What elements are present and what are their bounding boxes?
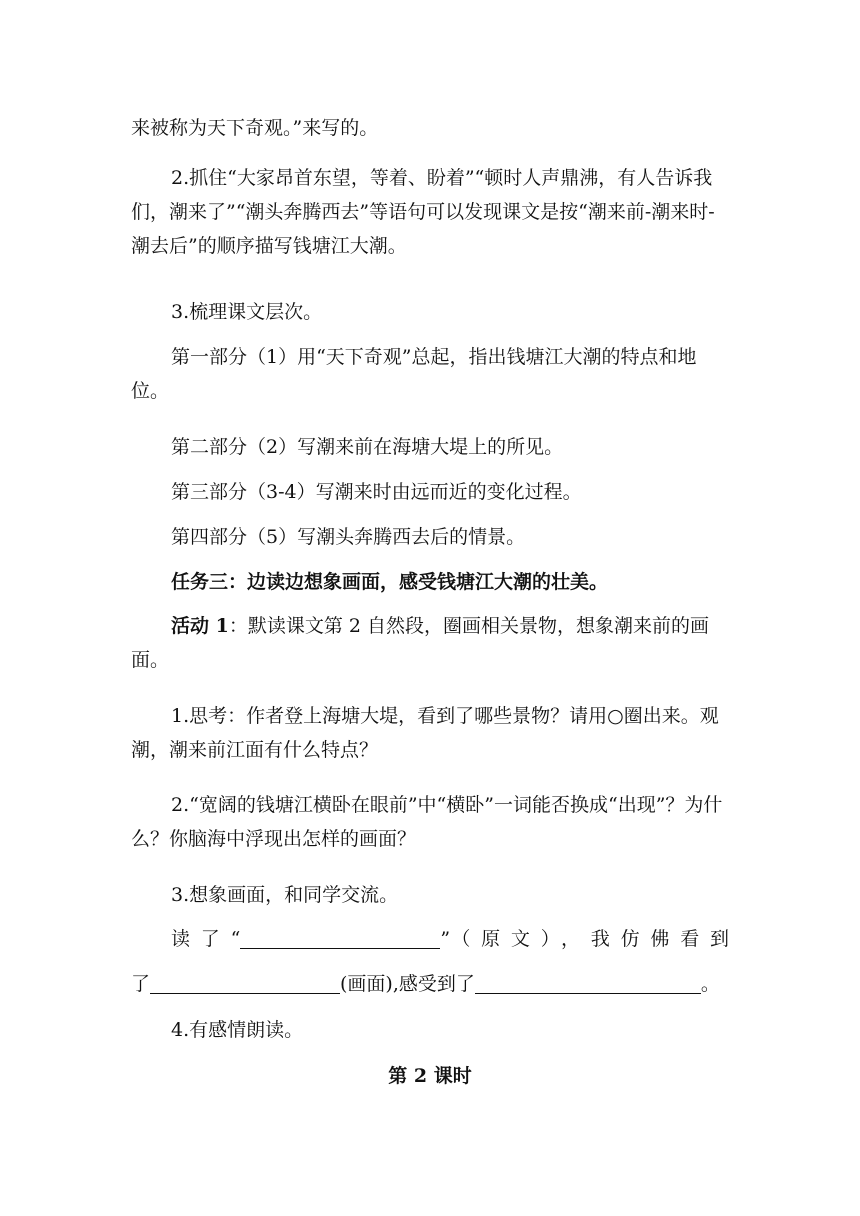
question-3: 3.想象画面，和同学交流。 xyxy=(171,884,399,906)
paragraph-part-4: 第四部分（5）写潮头奔腾西去后的情景。 xyxy=(171,526,526,548)
task-three-heading: 任务三：边读边想象画面，感受钱塘江大潮的壮美。 xyxy=(171,571,609,593)
fill-in-line-1 xyxy=(131,922,729,956)
lesson-2-heading: 第 2 课时 xyxy=(388,1065,472,1087)
activity-one-paragraph xyxy=(131,609,729,677)
paragraph-part-3: 第三部分（3-4）写潮来时由远而近的变化过程。 xyxy=(171,481,582,503)
paragraph-part-1: 第一部分（1）用“天下奇观”总起，指出钱塘江大潮的特点和地位。 xyxy=(131,346,697,402)
paragraph-part-2: 第二部分（2）写潮来前在海塘大堤上的所见。 xyxy=(171,436,564,458)
question-2: 2.“宽阔的钱塘江横卧在眼前”中“横卧”一词能否换成“出现”？为什么？你脑海中浮现出怎样的画面？ xyxy=(131,794,723,850)
paragraph-point-3: 3.梳理课文层次。 xyxy=(171,301,323,323)
question-1: 1.思考：作者登上海塘大堤，看到了哪些景物？请用○圈出来。观潮，潮来前江面有什么特点？ xyxy=(131,705,719,761)
fill-text-period: 。 xyxy=(700,973,720,995)
paragraph-continuation: 来被称为天下奇观。”来写的。 xyxy=(131,117,379,139)
fill-in-line-2 xyxy=(131,967,729,1001)
paragraph-point-2: 2.抓住“大家昂首东望，等着、盼着”“顿时人声鼎沸，有人告诉我们，潮来了”“潮头奔腾西去”等语句可以发现课文是按“潮来前-潮来时-潮去后”的顺序描写钱塘江大潮。 xyxy=(131,167,715,257)
activity-one-label: 活动 1 xyxy=(171,615,229,637)
blank-original-text[interactable] xyxy=(240,924,440,949)
activity-one-text: ：默读课文第 2 自然段，圈画相关景物，想象潮来前的画面。 xyxy=(131,615,710,671)
question-4: 4.有感情朗读。 xyxy=(171,1019,304,1041)
fill-text-le: 了 xyxy=(131,973,151,995)
fill-text-seem-see: ”（原文），我仿佛看到 xyxy=(440,928,729,950)
fill-text-read: 读了“ xyxy=(171,928,241,950)
fill-text-feel: (画面),感受到了 xyxy=(340,973,475,995)
blank-feeling[interactable] xyxy=(475,969,701,994)
blank-scene[interactable] xyxy=(150,969,340,994)
